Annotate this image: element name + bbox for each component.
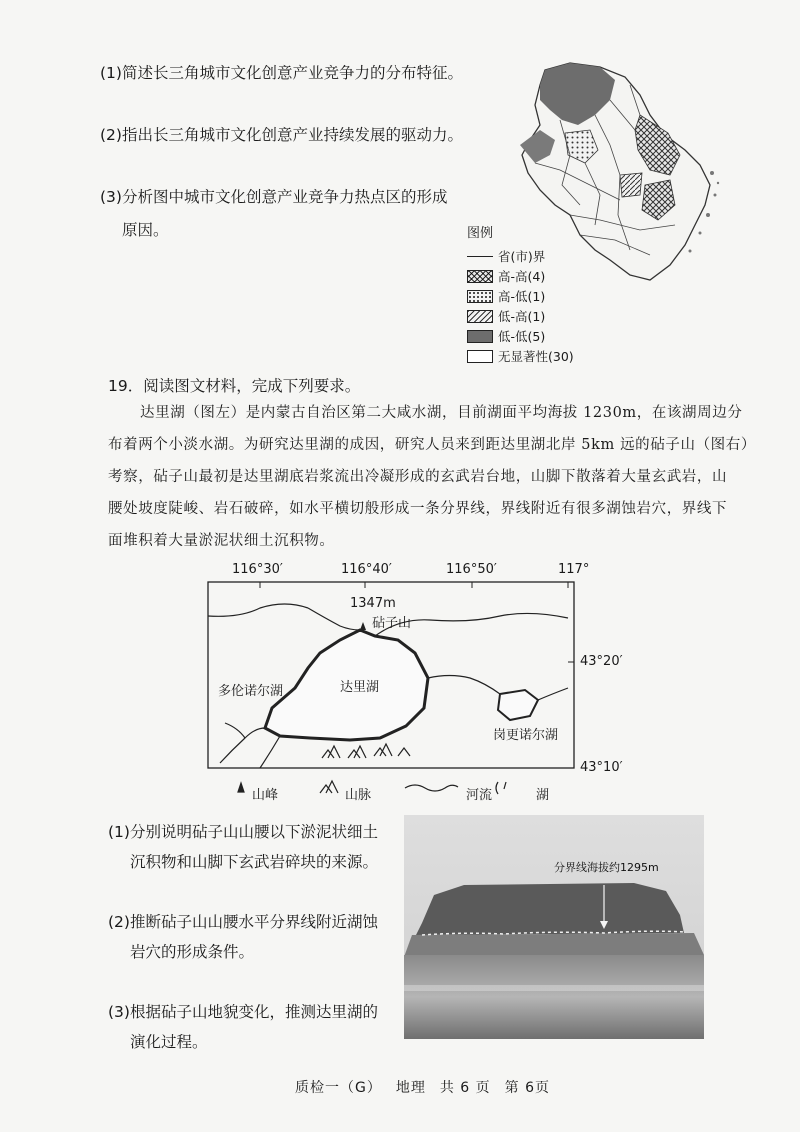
mesa-upper bbox=[416, 883, 684, 935]
question-1-bottom-cont: 沉积物和山脚下玄武岩碎块的来源。 bbox=[130, 853, 379, 871]
river bbox=[220, 728, 265, 763]
question-3-top: (3)分析图中城市文化创意产业竞争力热点区的形成 bbox=[100, 188, 448, 206]
legend-title: 图例 bbox=[467, 226, 494, 241]
question-1-bottom: (1)分别说明砧子山山腰以下淤泥状细土 bbox=[108, 823, 378, 841]
legend-river-label: 河流 bbox=[466, 788, 493, 803]
peak-elevation: 1347m bbox=[350, 596, 396, 611]
river bbox=[308, 608, 360, 630]
legend-label: 无显著性(30) bbox=[498, 349, 574, 364]
legend-mountain-icon bbox=[320, 781, 338, 793]
lon-label: 117° bbox=[558, 562, 590, 577]
question-3-bottom-cont: 演化过程。 bbox=[130, 1033, 208, 1051]
legend-peak-label: 山峰 bbox=[252, 788, 279, 803]
footer-page: 第 6页 bbox=[504, 1080, 551, 1096]
question-3-top-cont: 原因。 bbox=[122, 221, 169, 239]
lat-label: 43°20′ bbox=[580, 654, 623, 669]
page-footer bbox=[295, 1077, 550, 1097]
legend-river-icon bbox=[405, 785, 458, 791]
diagonal-symbol bbox=[467, 310, 493, 323]
lake-east-label: 岗更诺尔湖 bbox=[493, 728, 559, 743]
question-2-bottom-cont: 岩穴的形成条件。 bbox=[130, 943, 255, 961]
dots-symbol bbox=[467, 290, 493, 303]
legend-lake-label: 湖 bbox=[536, 788, 550, 803]
footer-total: 共 6 页 bbox=[439, 1080, 491, 1096]
boundary-line-symbol bbox=[467, 256, 493, 257]
river bbox=[428, 676, 500, 695]
river bbox=[538, 688, 568, 700]
legend-item-high-high bbox=[467, 266, 574, 286]
legend-lake-icon bbox=[496, 782, 506, 794]
q19-para-line-1: 达里湖（图左）是内蒙古自治区第二大咸水湖，目前湖面平均海拔 1230m，在该湖周边分 bbox=[140, 405, 743, 421]
footer-subject: 地理 bbox=[395, 1080, 426, 1096]
q19-para-line-2: 布着两个小淡水湖。为研究达里湖的成因，研究人员来到距达里湖北岸 5km 远的砧子山（图右） bbox=[108, 437, 756, 453]
legend-item-low-high bbox=[467, 306, 574, 326]
lake-west-label: 多伦诺尔湖 bbox=[218, 684, 284, 699]
q19-para-line-4: 腰处坡度陡峻、岩石破碎，如水平横切般形成一条分界线，界线附近有很多湖蚀岩穴，界线下 bbox=[108, 501, 728, 517]
dark-fill-symbol bbox=[467, 330, 493, 343]
river bbox=[225, 723, 245, 738]
low-high-region bbox=[620, 173, 642, 197]
blank-symbol bbox=[467, 350, 493, 363]
legend-mountain-label: 山脉 bbox=[345, 788, 372, 803]
legend-label: 低-低(5) bbox=[498, 329, 546, 344]
q19-heading: 19．阅读图文材料，完成下列要求。 bbox=[108, 377, 361, 395]
river bbox=[260, 736, 280, 768]
lake-main-label: 达里湖 bbox=[340, 680, 380, 695]
legend-label: 省(市)界 bbox=[498, 249, 546, 264]
volcanic-peak-icon bbox=[360, 622, 366, 630]
question-2-bottom: (2)推断砧子山山腰水平分界线附近湖蚀 bbox=[108, 913, 378, 931]
gangeng-lake bbox=[498, 690, 538, 720]
dali-lake-map bbox=[200, 560, 623, 805]
lon-label: 116°40′ bbox=[341, 562, 392, 577]
peak-name: 砧子山 bbox=[372, 616, 412, 631]
zhenzi-mountain-photo bbox=[404, 815, 704, 1039]
photo-drawing bbox=[404, 815, 704, 1039]
lat-label: 43°10′ bbox=[580, 760, 623, 775]
mesa-lower bbox=[404, 933, 704, 957]
lon-label: 116°50′ bbox=[446, 562, 497, 577]
question-1-top: (1)简述长三角城市文化创意产业竞争力的分布特征。 bbox=[100, 64, 463, 82]
map-legend bbox=[467, 222, 574, 366]
crosshatch-symbol bbox=[467, 270, 493, 283]
legend-label: 高-高(4) bbox=[498, 269, 546, 284]
legend-peak-icon bbox=[238, 783, 244, 792]
mountain-range-icons bbox=[322, 744, 410, 758]
q19-para-line-3: 考察，砧子山最初是达里湖底岩浆流出冷凝形成的玄武岩台地，山脚下散落着大量玄武岩，山 bbox=[108, 469, 728, 485]
legend-label: 低-高(1) bbox=[498, 309, 546, 324]
legend-item-boundary bbox=[467, 246, 574, 266]
question-2-top: (2)指出长三角城市文化创意产业持续发展的驱动力。 bbox=[100, 126, 463, 144]
legend-label: 高-低(1) bbox=[498, 289, 546, 304]
legend-item-none bbox=[467, 346, 574, 366]
legend-item-high-low bbox=[467, 286, 574, 306]
legend-item-low-low bbox=[467, 326, 574, 346]
photo-annotation: 分界线海拔约1295m bbox=[554, 861, 659, 874]
river bbox=[208, 604, 308, 616]
foreground-ground bbox=[404, 955, 704, 1039]
footer-exam: 质检一（G） bbox=[295, 1080, 382, 1096]
lon-label: 116°30′ bbox=[232, 562, 283, 577]
lakebed-strip bbox=[404, 985, 704, 991]
question-3-bottom: (3)根据砧子山地貌变化，推测达里湖的 bbox=[108, 1003, 378, 1021]
q19-para-line-5: 面堆积着大量淤泥状细土沉积物。 bbox=[108, 533, 335, 549]
